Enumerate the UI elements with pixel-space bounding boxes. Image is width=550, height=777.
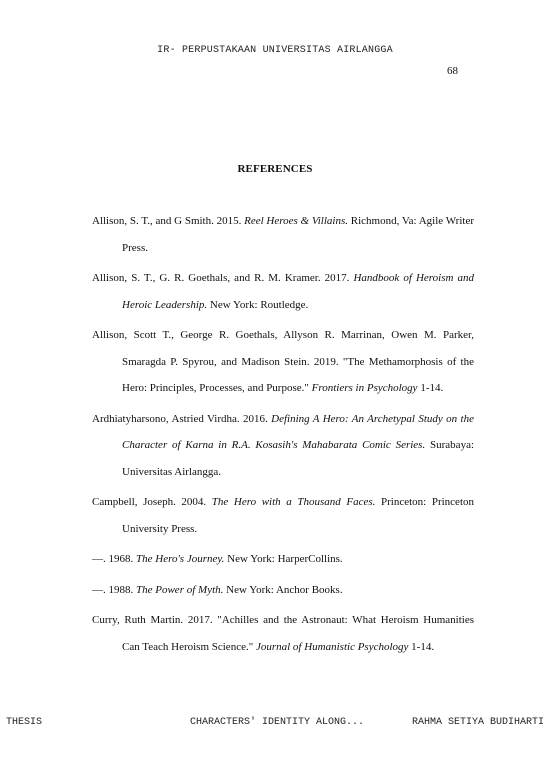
reference-publisher: New York: Routledge. <box>207 298 309 311</box>
reference-publisher: New York: HarperCollins. <box>224 553 343 565</box>
reference-text: Campbell, Joseph. 2004. <box>92 496 212 508</box>
reference-text: Allison, Scott T., George R. Goethals, Allyson R. Marrinan, Owen M. Parker, Smaragda P. Spyrou, and Madison Stein. 2019. "The Methamorphosis of the Hero: Principles, Processes, and Purpose." <box>92 329 474 394</box>
reference-entry <box>92 489 474 542</box>
reference-publisher: 1-14. <box>417 382 444 394</box>
library-header: IR- PERPUSTAKAAN UNIVERSITAS AIRLANGGA <box>157 45 393 56</box>
page-number: 68 <box>447 65 458 77</box>
reference-title: Handbook of Heroism and Heroic Leadership. <box>122 272 474 311</box>
reference-text: Allison, S. T., G. R. Goethals, and R. M. Kramer. 2017. <box>92 272 354 284</box>
reference-publisher: 1-14. <box>408 640 435 653</box>
footer-author: RAHMA SETIYA BUDIHARTI <box>411 717 544 728</box>
reference-title: The Hero's Journey. <box>136 553 225 565</box>
reference-publisher: New York: Anchor Books. <box>223 583 343 596</box>
reference-entry <box>92 607 474 660</box>
reference-entry <box>92 265 474 318</box>
references-title: REFERENCES <box>237 163 313 175</box>
footer-thesis-title: CHARACTERS' IDENTITY ALONG... <box>190 717 365 728</box>
reference-text: Ardhiatyharsono, Astried Virdha. 2016. <box>92 412 272 425</box>
reference-title: Journal of Humanistic Psychology <box>255 640 409 653</box>
reference-text: —. 1968. <box>92 553 136 565</box>
reference-text: Allison, S. T., and G Smith. 2015. <box>92 215 245 227</box>
reference-entry <box>92 546 474 573</box>
reference-text: —. 1988. <box>92 583 136 596</box>
reference-publisher: Princeton: Princeton University Press. <box>122 496 474 535</box>
reference-title: Frontiers in Psychology <box>311 382 418 394</box>
reference-publisher: Richmond, Va: Agile Writer Press. <box>122 215 474 254</box>
reference-publisher: Surabaya: Universitas Airlangga. <box>122 439 475 478</box>
reference-list <box>92 208 474 664</box>
reference-entry <box>92 322 474 402</box>
reference-title: Reel Heroes & Villains. <box>244 215 349 227</box>
reference-title: The Hero with a Thousand Faces. <box>211 496 376 508</box>
reference-entry <box>92 208 474 261</box>
footer-thesis-label: THESIS <box>6 717 43 728</box>
reference-title: Defining A Hero: An Archetypal Study on the Character of Karna in R.A. Kosasih's Mahabarata Comic Series. <box>122 412 474 451</box>
reference-text: Curry, Ruth Martin. 2017. "Achilles and the Astronaut: What Heroism Humanities Can Teach Heroism Science." <box>92 614 474 653</box>
reference-entry <box>92 577 474 604</box>
reference-entry <box>92 406 474 486</box>
reference-title: The Power of Myth. <box>136 583 224 596</box>
